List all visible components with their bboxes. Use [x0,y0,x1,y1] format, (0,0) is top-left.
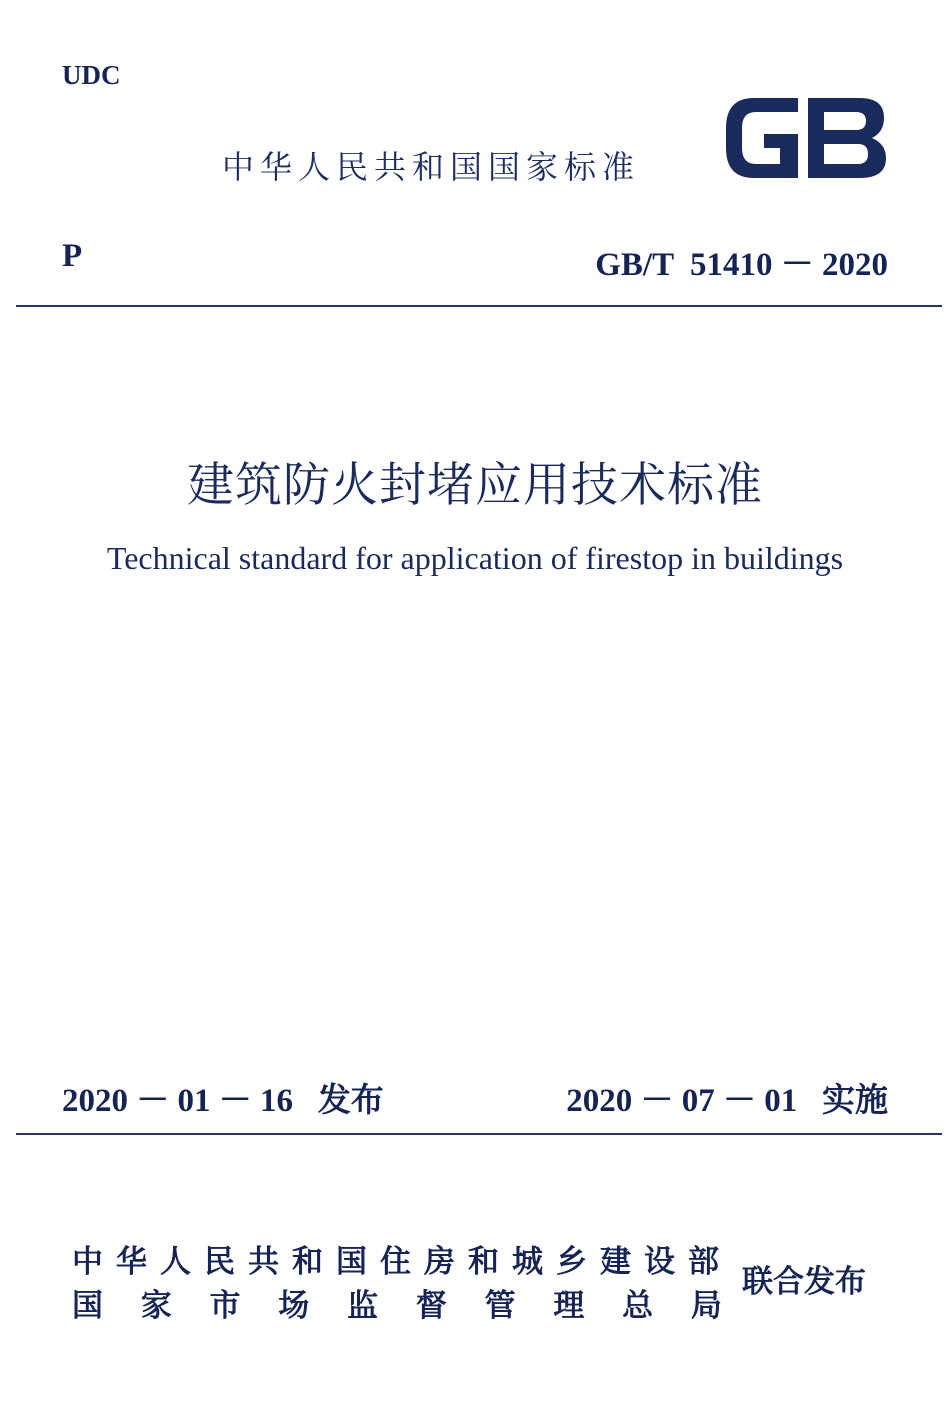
top-divider [16,305,942,307]
issue-label: 发布 [317,1080,384,1119]
chinese-title: 建筑防火封堵应用技术标准 [187,458,763,513]
issuer-char: 总 [622,1288,654,1324]
bottom-divider [16,1133,942,1135]
udc-label: UDC [62,60,121,90]
gb-logo [720,90,890,186]
standard-number: GB/T 51410 － 2020 [595,247,888,283]
implement-date: 2020 － 07 － 01 [566,1083,798,1119]
issuer-char: 监 [347,1288,379,1324]
category-code: P [62,238,83,274]
joint-release-label: 联合发布 [742,1264,866,1300]
issuer-char: 场 [278,1288,310,1324]
issue-date: 2020 － 01 － 16 [62,1083,293,1119]
implement-date-block [566,1074,888,1121]
issuer-char: 管 [484,1288,516,1324]
issue-date-block [62,1074,384,1121]
national-standard-heading: 中华人民共和国国家标准 [222,148,641,186]
issuer-char: 国 [72,1288,103,1324]
issuer-char: 督 [415,1288,447,1324]
english-title: Technical standard for application of firestop in buildings [106,540,844,576]
issuer-char: 理 [553,1288,585,1324]
issuer-char: 局 [690,1288,722,1324]
issuer-ministry: 中华人民共和国住房和城乡建设部 [72,1244,732,1280]
issuer-administration [72,1280,722,1325]
issuer-char: 市 [209,1288,241,1324]
implement-label: 实施 [822,1080,888,1119]
issuer-char: 家 [140,1288,172,1324]
